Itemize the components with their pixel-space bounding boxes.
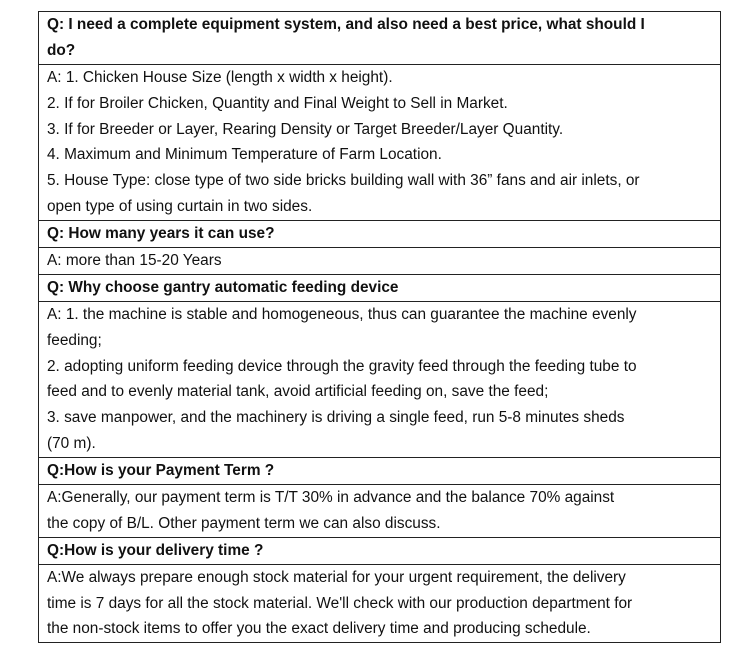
- question-cell: [39, 458, 721, 485]
- answer-text: 5. House Type: close type of two side bricks building wall with 36” fans and air inlets, or: [47, 172, 640, 190]
- question-row: [39, 537, 721, 564]
- answer-text: A: 1. Chicken House Size (length x width x height).: [47, 68, 393, 86]
- answer-text: A:We always prepare enough stock material for your urgent requirement, the delivery: [47, 568, 626, 586]
- answer-text: (70 m).: [47, 435, 96, 453]
- answer-row: [39, 301, 721, 457]
- answer-text: A:Generally, our payment term is T/T 30% in advance and the balance 70% against: [47, 489, 615, 507]
- answer-row: [39, 485, 721, 538]
- question-text: do?: [47, 41, 76, 59]
- answer-cell: [39, 485, 721, 538]
- question-row: [39, 221, 721, 248]
- answer-row: [39, 248, 721, 275]
- answer-cell: [39, 248, 721, 275]
- answer-row: [39, 564, 721, 643]
- question-row: [39, 12, 721, 65]
- answer-text: 4. Maximum and Minimum Temperature of Farm Location.: [47, 146, 442, 164]
- answer-text: feed and to evenly material tank, avoid artificial feeding on, save the feed;: [47, 383, 549, 401]
- answer-text: 2. adopting uniform feeding device through the gravity feed through the feeding tube to: [47, 357, 637, 375]
- question-cell: [39, 221, 721, 248]
- answer-row: [39, 64, 721, 220]
- answer-cell: [39, 564, 721, 643]
- answer-text: feeding;: [47, 331, 102, 349]
- question-text: Q:How is your delivery time ?: [47, 541, 264, 559]
- faq-table: [38, 11, 721, 643]
- question-text: Q: Why choose gantry automatic feeding device: [47, 278, 399, 296]
- answer-text: 2. If for Broiler Chicken, Quantity and Final Weight to Sell in Market.: [47, 94, 508, 112]
- answer-text: the copy of B/L. Other payment term we can also discuss.: [47, 514, 441, 532]
- question-text: Q:How is your Payment Term ?: [47, 462, 275, 480]
- answer-text: time is 7 days for all the stock material. We'll check with our production department for: [47, 594, 633, 612]
- question-text: Q: I need a complete equipment system, and also need a best price, what should I: [47, 16, 645, 33]
- answer-text: the non-stock items to offer you the exact delivery time and producing schedule.: [47, 620, 591, 638]
- answer-text: 3. save manpower, and the machinery is driving a single feed, run 5-8 minutes sheds: [47, 409, 625, 427]
- question-text: Q: How many years it can use?: [47, 225, 275, 243]
- question-row: [39, 274, 721, 301]
- answer-cell: [39, 64, 721, 220]
- question-row: [39, 458, 721, 485]
- answer-text: A: 1. the machine is stable and homogeneous, thus can guarantee the machine evenly: [47, 305, 637, 323]
- question-cell: [39, 12, 721, 65]
- answer-text: 3. If for Breeder or Layer, Rearing Density or Target Breeder/Layer Quantity.: [47, 120, 564, 138]
- question-cell: [39, 274, 721, 301]
- answer-text: A: more than 15-20 Years: [47, 252, 222, 270]
- answer-cell: [39, 301, 721, 457]
- question-cell: [39, 537, 721, 564]
- answer-text: open type of using curtain in two sides.: [47, 198, 313, 216]
